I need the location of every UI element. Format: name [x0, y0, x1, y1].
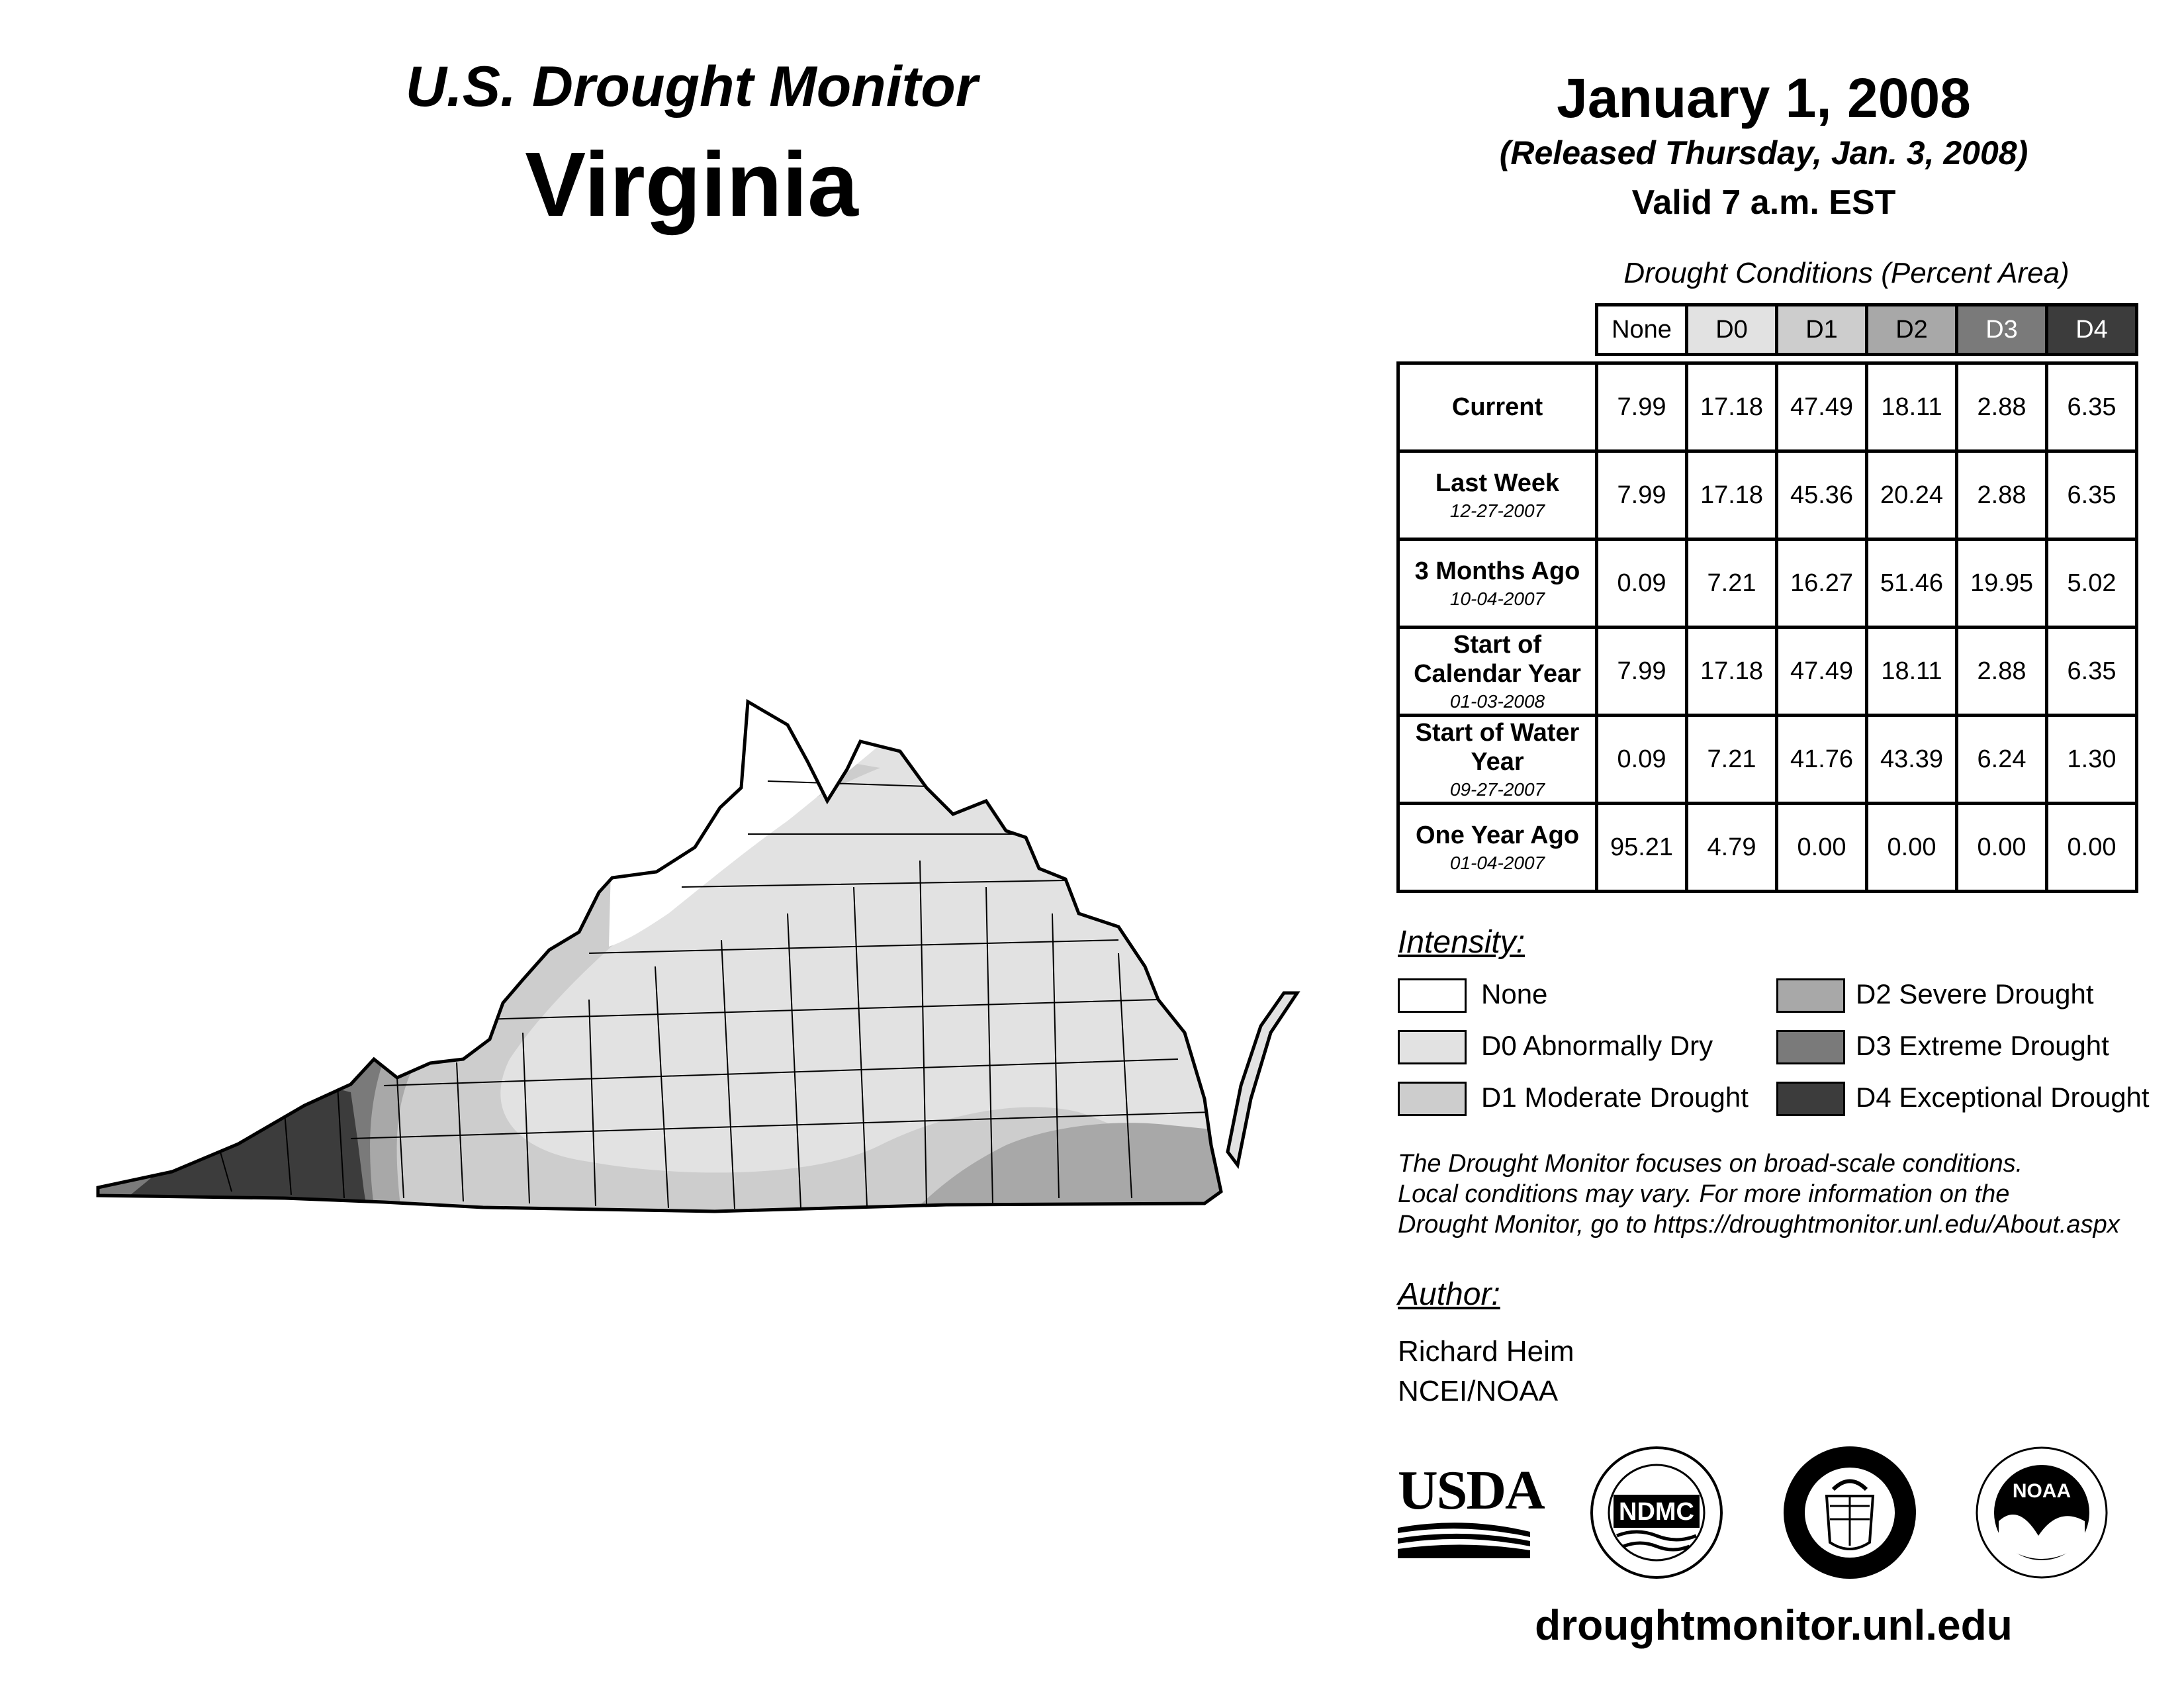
value-cell-none: 0.09 — [1597, 716, 1687, 804]
value-cell-d4: 0.00 — [2047, 804, 2137, 892]
drought-zones — [86, 688, 1304, 1231]
noaa-logo — [1972, 1443, 2111, 1582]
product-title: U.S. Drought Monitor — [405, 55, 978, 118]
value-cell-d3: 0.00 — [1957, 804, 2047, 892]
value-cell-d0: 17.18 — [1687, 451, 1777, 539]
noaa-text: NOAA — [2012, 1480, 2071, 1502]
row-label: Last Week — [1435, 469, 1560, 497]
value-cell-d4: 6.35 — [2047, 628, 2137, 716]
value-cell-d1: 47.49 — [1777, 628, 1867, 716]
zone-d4 — [86, 1086, 371, 1231]
value-cell-d1: 47.49 — [1777, 363, 1867, 451]
table-row — [1398, 451, 2137, 539]
author-title: Author: — [1398, 1277, 1500, 1312]
col-d4: D4 — [2047, 305, 2137, 355]
legend-label-d1: D1 Moderate Drought — [1481, 1082, 1749, 1113]
value-cell-d3: 19.95 — [1957, 539, 2047, 628]
col-d2: D2 — [1867, 305, 1957, 355]
legend-swatch-d2 — [1776, 978, 1845, 1013]
value-cell-d0: 17.18 — [1687, 628, 1777, 716]
state-title: Virginia — [525, 134, 858, 236]
legend-label-d4: D4 Exceptional Drought — [1856, 1082, 2150, 1113]
col-d0: D0 — [1687, 305, 1777, 355]
header-blank — [1398, 305, 1597, 355]
value-cell-d2: 20.24 — [1867, 451, 1957, 539]
value-cell-d4: 6.35 — [2047, 363, 2137, 451]
drought-table — [1396, 303, 2138, 893]
row-label: One Year Ago — [1415, 821, 1580, 849]
legend-title: Intensity: — [1398, 925, 1525, 960]
author-org: NCEI/NOAA — [1398, 1375, 1559, 1407]
value-cell-d4: 1.30 — [2047, 716, 2137, 804]
table-row — [1398, 628, 2137, 716]
table-row — [1398, 804, 2137, 892]
value-cell-d1: 45.36 — [1777, 451, 1867, 539]
col-d1: D1 — [1777, 305, 1867, 355]
col-d3: D3 — [1957, 305, 2047, 355]
row-date: 01-03-2008 — [1449, 691, 1545, 712]
row-date: 09-27-2007 — [1449, 779, 1545, 800]
row-label-cell — [1398, 363, 1597, 451]
row-date: 01-04-2007 — [1449, 853, 1545, 873]
legend-label-d2: D2 Severe Drought — [1856, 978, 2094, 1009]
value-cell-d0: 7.21 — [1687, 539, 1777, 628]
note-line-3: Drought Monitor, go to https://droughtmonitor.unl.edu/About.aspx — [1398, 1211, 2120, 1239]
footer-url[interactable]: droughtmonitor.unl.edu — [1535, 1601, 2013, 1649]
value-cell-d2: 18.11 — [1867, 628, 1957, 716]
row-label-cell — [1398, 804, 1597, 892]
usda-logo — [1398, 1460, 1544, 1562]
col-none: None — [1597, 305, 1687, 355]
value-cell-d4: 5.02 — [2047, 539, 2137, 628]
value-cell-d1: 16.27 — [1777, 539, 1867, 628]
table-row — [1398, 363, 2137, 451]
note-line-2: Local conditions may vary. For more information on the — [1398, 1180, 2010, 1208]
value-cell-d0: 17.18 — [1687, 363, 1777, 451]
usda-hills-icon — [1398, 1519, 1530, 1558]
legend-label-d3: D3 Extreme Drought — [1856, 1030, 2109, 1061]
ndmc-text: NDMC — [1619, 1498, 1694, 1526]
map-date: January 1, 2008 — [1557, 67, 1971, 129]
value-cell-d0: 4.79 — [1687, 804, 1777, 892]
author-block — [1398, 1332, 1574, 1411]
legend-swatch-none — [1398, 978, 1467, 1013]
value-cell-d2: 18.11 — [1867, 363, 1957, 451]
value-cell-d2: 43.39 — [1867, 716, 1957, 804]
row-label-cell — [1398, 716, 1597, 804]
value-cell-none: 95.21 — [1597, 804, 1687, 892]
valid-time: Valid 7 a.m. EST — [1631, 183, 1896, 222]
usda-logo-text: USDA — [1398, 1460, 1544, 1521]
row-label: 3 Months Ago — [1414, 557, 1580, 585]
row-label: Start of Water Year — [1415, 719, 1580, 776]
row-label-cell — [1398, 628, 1597, 716]
ndmc-logo — [1587, 1443, 1726, 1582]
table-header-row — [1398, 305, 2137, 355]
value-cell-d1: 0.00 — [1777, 804, 1867, 892]
table-caption: Drought Conditions (Percent Area) — [1623, 257, 2070, 289]
value-cell-none: 7.99 — [1597, 363, 1687, 451]
row-label-cell — [1398, 539, 1597, 628]
row-label-cell — [1398, 451, 1597, 539]
disclaimer-note — [1398, 1149, 2159, 1240]
legend-swatch-d0 — [1398, 1030, 1467, 1064]
virginia-drought-map — [86, 688, 1304, 1231]
row-label: Current — [1451, 393, 1543, 421]
legend-label-none: None — [1481, 978, 1548, 1009]
legend-label-d0: D0 Abnormally Dry — [1481, 1030, 1713, 1061]
note-line-1: The Drought Monitor focuses on broad-scale conditions. — [1398, 1150, 2023, 1178]
value-cell-d3: 6.24 — [1957, 716, 2047, 804]
author-name: Richard Heim — [1398, 1335, 1574, 1368]
value-cell-none: 7.99 — [1597, 628, 1687, 716]
value-cell-d3: 2.88 — [1957, 628, 2047, 716]
eastern-shore — [1228, 993, 1297, 1165]
value-cell-d0: 7.21 — [1687, 716, 1777, 804]
table-row — [1398, 716, 2137, 804]
legend-swatch-d4 — [1776, 1082, 1845, 1116]
value-cell-d4: 6.35 — [2047, 451, 2137, 539]
value-cell-d2: 0.00 — [1867, 804, 1957, 892]
row-label: Start of Calendar Year — [1414, 631, 1581, 688]
legend-swatch-d1 — [1398, 1082, 1467, 1116]
value-cell-d3: 2.88 — [1957, 451, 2047, 539]
table-row — [1398, 539, 2137, 628]
row-date: 10-04-2007 — [1449, 588, 1545, 609]
legend-swatch-d3 — [1776, 1030, 1845, 1064]
commerce-seal-logo — [1780, 1443, 1919, 1582]
value-cell-d2: 51.46 — [1867, 539, 1957, 628]
release-date: (Released Thursday, Jan. 3, 2008) — [1499, 134, 2028, 171]
value-cell-none: 7.99 — [1597, 451, 1687, 539]
value-cell-d1: 41.76 — [1777, 716, 1867, 804]
row-date: 12-27-2007 — [1449, 500, 1545, 521]
value-cell-d3: 2.88 — [1957, 363, 2047, 451]
value-cell-none: 0.09 — [1597, 539, 1687, 628]
